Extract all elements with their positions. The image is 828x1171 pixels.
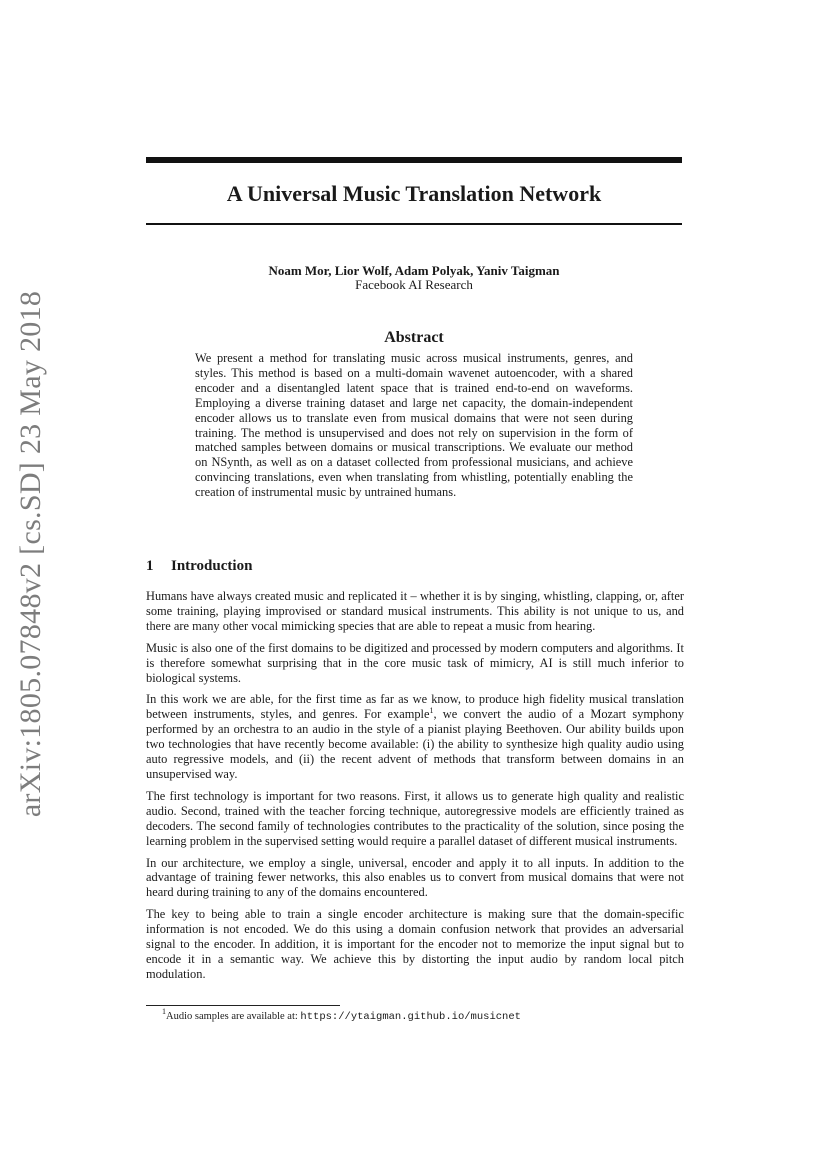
author-list: Noam Mor, Lior Wolf, Adam Polyak, Yaniv Taigman xyxy=(268,263,560,278)
section-heading-introduction xyxy=(146,558,252,575)
paragraph: The key to being able to train a single encoder architecture is making sure that the domain-specific information is not encoded. We do this using a domain confusion network that provides an adversarial signal to the encoder. In addition, it is important for the encoder not to memorize the input signal but to encode it in a semantic way. We achieve this by distorting the input audio by random local pitch modulation. xyxy=(146,907,684,981)
paragraph: Music is also one of the first domains to be digitized and processed by modern computers and algorithms. It is therefore somewhat surprising that in the core music task of mimicry, AI is still much inferior to biological systems. xyxy=(146,640,684,685)
paragraph: Humans have always created music and replicated it – whether it is by singing, whistling, clapping, or, after some training, playing improvised or standard musical instruments. This ability is not unique to us, and there are many other vocal mimicking species that are able to repeat a music from hearing. xyxy=(146,589,684,633)
paragraph xyxy=(146,692,684,781)
abstract-text: We present a method for translating music across musical instruments, genres, and styles. This method is based on a multi-domain wavenet autoencoder, with a shared encoder and a disentangled latent space that is trained end-to-end on waveforms. Employing a diverse training dataset and large net capacity, the domain-independent encoder allows us to translate even from musical domains that were not seen during training. The method is unsupervised and does not rely on supervision in the form of matched samples between domains or musical transcriptions. We evaluate our method on NSynth, as well as on a dataset collected from professional musicians, and achieve convincing translations, even when translating from whistling, potentially enabling the creation of instrumental music by untrained humans. xyxy=(195,351,633,500)
footnote-marker: 1 xyxy=(429,706,434,716)
footnote-text: Audio samples are available at: xyxy=(166,1011,301,1022)
section-title: Introduction xyxy=(171,558,253,574)
footnote xyxy=(162,1007,521,1023)
section-number: 1 xyxy=(146,558,154,574)
paragraph-text: , we convert the audio of a Mozart symphony performed by an orchestra to an audio in the style of a pianist playing Beethoven. Our ability builds upon two technologies that have recently become available: (i) the ability to synthesize high quality audio using auto regressive models, and (ii) the recent advent of methods that transform between domains in an unsupervised way. xyxy=(146,707,684,781)
abstract-heading: Abstract xyxy=(384,329,444,346)
title-top-rule xyxy=(146,157,682,163)
affiliation: Facebook AI Research xyxy=(355,277,473,292)
footnote-number: 1 xyxy=(162,1007,166,1016)
paragraph-text: In this work we are able, for the first time as far as we know, to produce high fidelity musical translation between instruments, styles, and genres. For example xyxy=(146,692,684,722)
title-bottom-rule xyxy=(146,223,682,225)
introduction-body xyxy=(146,589,684,989)
arxiv-identifier-text: arXiv:1805.07848v2 [cs.SD] 23 May 2018 xyxy=(14,290,48,818)
paragraph: In our architecture, we employ a single, universal, encoder and apply it to all inputs. In addition to the advantage of training fewer networks, this also enables us to convert from musical domains that were not heard during training to any of the domains encountered. xyxy=(146,855,684,900)
arxiv-identifier-stamp xyxy=(1,290,61,818)
footnote-rule xyxy=(146,1005,340,1006)
footnote-url-link[interactable]: https://ytaigman.github.io/musicnet xyxy=(300,1011,521,1023)
paper-title: A Universal Music Translation Network xyxy=(226,181,602,206)
paragraph: The first technology is important for two reasons. First, it allows us to generate high quality and realistic audio. Second, trained with the teacher forcing technique, autoregressive models are efficiently trained as decoders. The second family of technologies contributes to the practicality of the solution, since posing the learning problem in the supervised setting would require a parallel dataset of different musical instruments. xyxy=(146,788,684,848)
